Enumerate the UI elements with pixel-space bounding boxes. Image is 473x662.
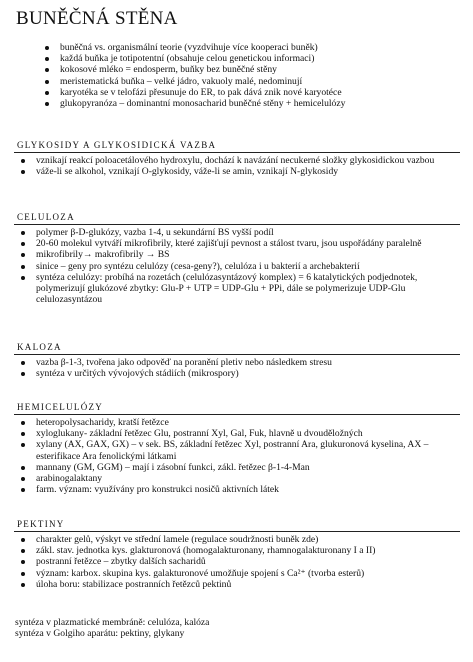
bullet-icon <box>21 572 25 576</box>
bullet-icon <box>45 68 49 72</box>
list-item <box>38 98 458 109</box>
list-item-text: meristematická buňka – velké jádro, vakuoly malé, nedominují <box>60 75 303 87</box>
section-list <box>14 417 460 495</box>
list-item-text: úloha boru: stabilizace postranních řetězců pektinů <box>36 578 232 590</box>
list-item <box>14 227 460 238</box>
bullet-icon <box>21 538 25 542</box>
list-item-text: buněčná vs. organismální teorie (vyzdvihuje více kooperaci buněk) <box>60 42 318 53</box>
list-item <box>14 166 460 177</box>
intro-list <box>38 42 458 109</box>
list-item <box>14 357 460 368</box>
list-item <box>14 272 460 306</box>
list-item <box>14 579 460 590</box>
list-item-text: arabinogalaktany <box>36 473 103 485</box>
section-divider <box>14 354 460 355</box>
section-list <box>14 155 460 177</box>
section-glykosidy <box>14 138 460 177</box>
bullet-icon <box>45 102 49 106</box>
section-pektiny <box>14 517 460 590</box>
bullet-icon <box>45 57 49 61</box>
bullet-icon <box>21 488 25 492</box>
bullet-icon <box>21 583 25 587</box>
bullet-icon <box>21 242 25 246</box>
bullet-icon <box>21 276 25 280</box>
section-heading: GLYKOSIDY A GLYKOSIDICKÁ VAZBA <box>17 140 217 150</box>
list-item <box>14 249 460 260</box>
list-item <box>14 417 460 428</box>
list-item-text: charakter gelů, výskyt ve střední lamele (regulace soudržnosti buněk zde) <box>36 534 319 545</box>
list-item-text: heteropolysacharidy, kratší řetězce <box>36 417 169 428</box>
list-item <box>14 368 460 379</box>
bullet-icon <box>21 560 25 564</box>
bullet-icon <box>21 372 25 376</box>
list-item <box>14 439 460 461</box>
list-item <box>14 484 460 495</box>
list-item-text: postranní řetězce – zbytky dalších sacharidů <box>36 556 206 568</box>
list-item <box>14 155 460 166</box>
list-item <box>38 42 458 53</box>
page-title: BUNĚČNÁ STĚNA <box>16 8 178 29</box>
list-item-text: váže-li se alkohol, vznikají O-glykosidy, váže-li se amin, vznikají N-glykosidy <box>36 166 339 178</box>
list-item-text: mannany (GM, GGM) – mají i zásobní funkci, zákl. řetězec β-1-4-Man <box>36 461 310 473</box>
list-item-text: xylany (AX, GAX, GX) – v sek. BS, základní řetězec Xyl, postranní Ara, glukuronová kyselina, AX – esterifikace Ara fenolickými látkami <box>36 439 429 462</box>
section-heading: CELULOZA <box>17 212 75 222</box>
section-list <box>14 227 460 305</box>
list-item-text: zákl. stav. jednotka kys. glakturonová (homogalakturonany, rhamnogalakturonany I a II) <box>36 545 376 557</box>
list-item-text: 20-60 molekul vytváří mikrofibrily, které zajišťují pevnost a stálost tvaru, jsou uspořádány paralelně <box>36 238 422 250</box>
bullet-icon <box>21 253 25 257</box>
bullet-icon <box>21 361 25 365</box>
bullet-icon <box>21 421 25 425</box>
list-item-text: syntéza celulózy: probíhá na rozetách (celulózasyntázový komplex) = 6 katalytických podjednotek, polymerizují glukózové zbytky: Glu-P + UTP = UDP-Glu + PPi, dále se polymerizuje UDP-Glu celulozasyntázou <box>36 271 418 306</box>
bullet-icon <box>21 170 25 174</box>
list-item <box>14 534 460 545</box>
list-item <box>14 261 460 272</box>
list-item-text: sinice – geny pro syntézu celulózy (cesa-geny?), celulóza i u bakterií a archebakterií <box>36 260 360 272</box>
section-heading: KALOZA <box>17 342 62 352</box>
section-heading: HEMICELULÓZY <box>17 402 104 412</box>
list-item <box>38 53 458 64</box>
list-item <box>38 76 458 87</box>
list-item-text: xyloglukany- základní řetězec Glu, postranní Xyl, Gal, Fuk, hlavně u dvouděložných <box>36 428 363 440</box>
bullet-icon <box>45 91 49 95</box>
footer-line: syntéza v Golgiho aparátu: pektiny, glykany <box>15 628 185 640</box>
list-item-text: mikrofibrily→ makrofibrily → BS <box>36 249 170 261</box>
list-item-text: každá buňka je totipotentní (obsahuje celou genetickou informaci) <box>60 53 315 65</box>
bullet-icon <box>21 477 25 481</box>
bullet-icon <box>21 231 25 235</box>
list-item-text: polymer β-D-glukózy, vazba 1-4, u sekundární BS vyšší podíl <box>36 227 274 238</box>
list-item <box>38 87 458 98</box>
footer-line: syntéza v plazmatické membráně: celulóza, kalóza <box>15 617 210 628</box>
list-item-text: karyotéka se v telofázi přesunuje do ER, to pak dává znik nové karyotéce <box>60 86 342 98</box>
list-item-text: vazba β-1-3, tvořena jako odpověď na poranění pletiv nebo následkem stresu <box>36 357 332 368</box>
bullet-icon <box>21 443 25 447</box>
list-item-text: glukopyranóza – dominantní monosacharid buněčné stěny + hemicelulózy <box>60 98 346 110</box>
list-item <box>14 428 460 439</box>
list-item-text: farm. význam: využívány pro konstrukci nosičů aktivních látek <box>36 484 279 496</box>
list-item-text: význam: karbox. skupina kys. galakturonové umožňuje spojení s Ca²⁺ (tvorba esterů) <box>36 567 365 579</box>
section-kaloza <box>14 340 460 379</box>
section-divider <box>14 224 460 225</box>
list-item-text: syntéza v určitých vývojových stádiích (mikrospory) <box>36 368 239 380</box>
list-item <box>14 462 460 473</box>
bullet-icon <box>45 46 49 50</box>
section-divider <box>14 531 460 532</box>
section-list <box>14 534 460 590</box>
section-heading: PEKTINY <box>17 519 65 529</box>
bullet-icon <box>21 466 25 470</box>
bullet-icon <box>45 80 49 84</box>
list-item <box>14 568 460 579</box>
list-item <box>14 545 460 556</box>
bullet-icon <box>21 432 25 436</box>
bullet-icon <box>21 549 25 553</box>
section-celuloza <box>14 210 460 305</box>
section-divider <box>14 414 460 415</box>
list-item <box>14 473 460 484</box>
section-list <box>14 357 460 379</box>
list-item-text: vznikají reakcí poloacetálového hydroxylu, dochází k navázání necukerné složky glykosidickou vazbou <box>36 155 435 166</box>
list-item-text: kokosové mléko = endosperm, buňky bez buněčné stěny <box>60 64 277 76</box>
section-hemicelulozy <box>14 400 460 495</box>
footer-notes <box>15 617 455 639</box>
bullet-icon <box>21 159 25 163</box>
list-item <box>38 64 458 75</box>
bullet-icon <box>21 265 25 269</box>
list-item <box>14 556 460 567</box>
list-item <box>14 238 460 249</box>
section-divider <box>14 152 460 153</box>
